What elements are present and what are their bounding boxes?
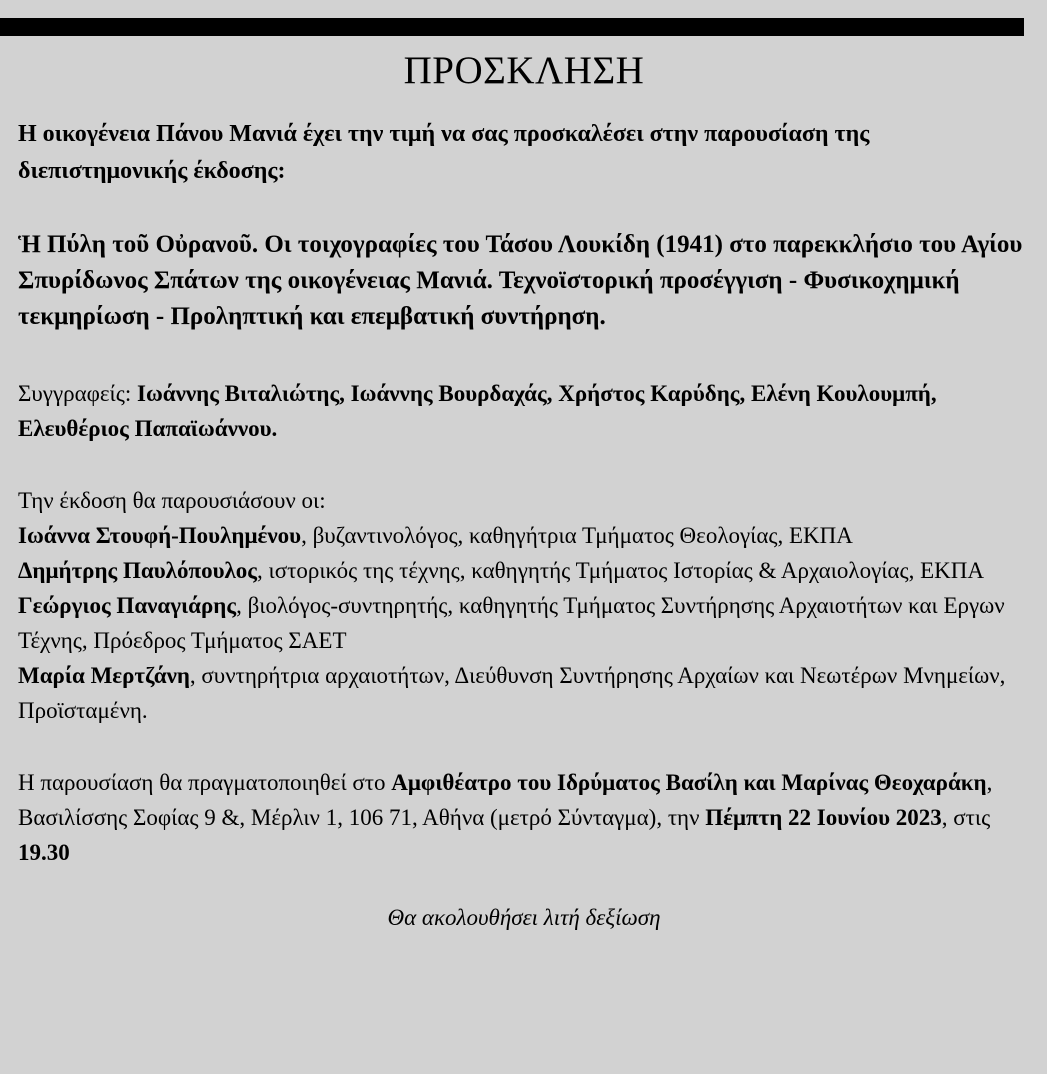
event-time: 19.30 — [18, 840, 70, 865]
invitation-document — [18, 36, 1030, 935]
presenters-section — [18, 483, 1030, 728]
presenter-name: Ιωάννα Στουφή-Πουλημένου — [18, 523, 302, 548]
intro-paragraph: Η οικογένεια Πάνου Μανιά έχει την τιμή να σας προσκαλέσει στην παρουσίαση της διεπιστημονικής έκδοσης: — [18, 121, 870, 184]
authors-names: Ιωάννης Βιταλιώτης, Ιωάννης Βουρδαχάς, Χρήστος Καρύδης, Ελένη Κουλουμπή, Ελευθέριος Παπαϊωάννου. — [18, 381, 937, 441]
authors-paragraph — [18, 376, 1030, 446]
presenter-role: , βιολόγος-συντηρητής, καθηγητής Τμήματος Συντήρησης Αρχαιοτήτων και Εργων Τέχνης, Πρόεδρος Τμήματος ΣΑΕΤ — [18, 593, 1005, 653]
time-prefix: , στις — [941, 805, 991, 830]
presenter-name: Γεώργιος Παναγιάρης — [18, 593, 237, 618]
venue-paragraph — [18, 765, 1030, 870]
closing-note: Θα ακολουθήσει λιτή δεξίωση — [387, 905, 661, 930]
presenter-name: Δημήτρης Παυλόπουλος — [18, 558, 258, 583]
book-title: Ἡ Πύλη τοῦ Οὐρανοῦ. Οι τοιχογραφίες του Τάσου Λουκίδη (1941) στο παρεκκλήσιο του Αγίου Σπυρίδωνος Σπάτων της οικογένειας Μανιά. Τεχνοϊστορική προσέγγιση - Φυσικοχημική τεκμηρίωση - Προληπτική και επεμβατική συντήρηση. — [18, 231, 1023, 330]
venue-place: Αμφιθέατρο του Ιδρύματος Βασίλη και Μαρίνας Θεοχαράκη — [391, 770, 987, 795]
presenter-item — [18, 553, 1030, 588]
authors-label: Συγγραφείς: — [18, 381, 137, 406]
top-border-bar — [0, 18, 1024, 36]
presenter-role: , ιστορικός της τέχνης, καθηγητής Τμήματος Ιστορίας & Αρχαιολογίας, ΕΚΠΑ — [257, 558, 984, 583]
page-title: ΠΡΟΣΚΛΗΣΗ — [403, 49, 645, 92]
presenters-heading: Την έκδοση θα παρουσιάσουν οι: — [18, 488, 326, 513]
presenter-role: , βυζαντινολόγος, καθηγήτρια Τμήματος Θεολογίας, ΕΚΠΑ — [301, 523, 853, 548]
event-date: Πέμπτη 22 Ιουνίου 2023 — [705, 805, 942, 830]
presenter-role: , συντηρήτρια αρχαιοτήτων, Διεύθυνση Συντήρησης Αρχαίων και Νεωτέρων Μνημείων, Προϊσταμένη. — [18, 663, 1006, 723]
presenter-item — [18, 518, 1030, 553]
venue-prefix: Η παρουσίαση θα πραγματοποιηθεί στο — [18, 770, 392, 795]
presenter-name: Μαρία Μερτζάνη — [18, 663, 190, 688]
venue-address: , Βασιλίσσης Σοφίας 9 &, Μέρλιν 1, 106 71, Αθήνα (μετρό Σύνταγμα), την — [18, 770, 993, 830]
presenter-item — [18, 658, 1030, 728]
presenter-item — [18, 588, 1030, 658]
